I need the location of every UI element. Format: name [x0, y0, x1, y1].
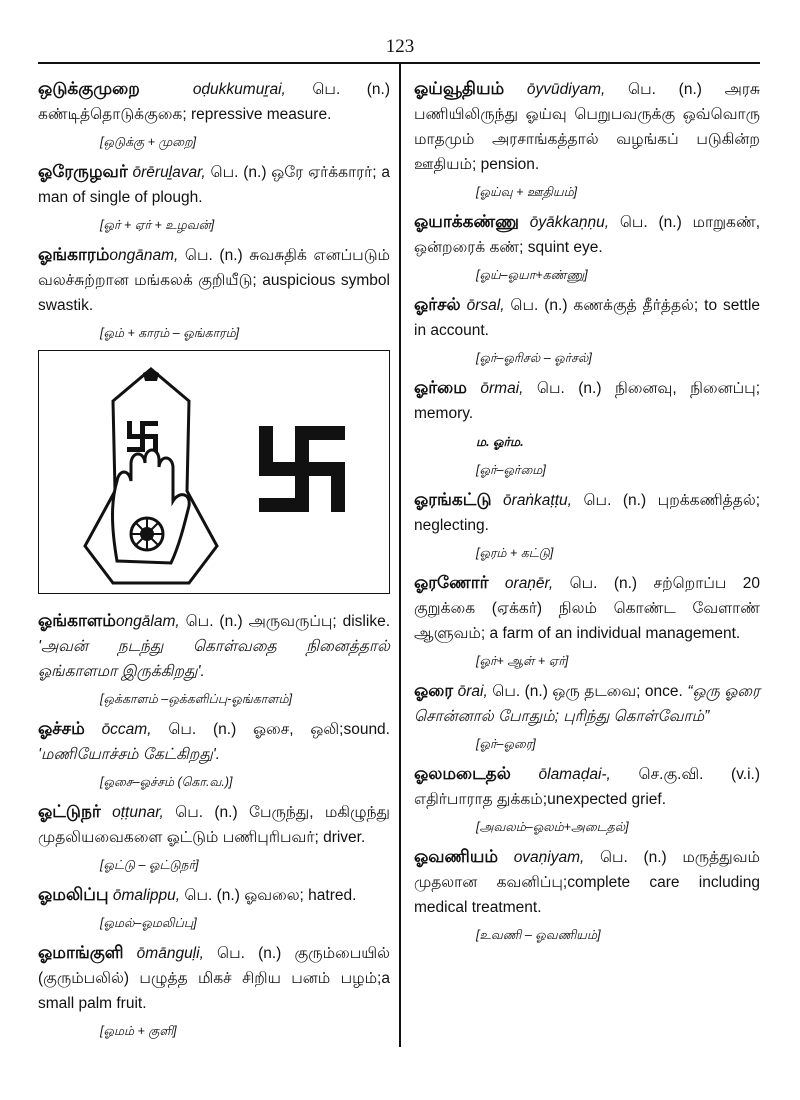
- part-of-speech: பெ. (n.): [628, 81, 702, 98]
- etymology: [ஓய்வு + ஊதியம்]: [476, 185, 578, 199]
- headword: ஓங்காரம்: [38, 245, 110, 264]
- headword: ஓரேருழவர்: [38, 162, 128, 181]
- etymology: [ஓம் + காரம் – ஓங்காரம்]: [100, 326, 240, 340]
- transliteration: ongānam,: [109, 247, 179, 264]
- part-of-speech: பெ. (n.): [184, 247, 243, 264]
- transliteration: ōccam,: [101, 721, 152, 738]
- dictionary-entry: [414, 375, 760, 479]
- dictionary-entry: [38, 76, 390, 151]
- part-of-speech: பெ. (n.): [569, 575, 638, 592]
- headword: ஓமலிப்பு: [38, 885, 109, 904]
- etymology: [ஓட்டு – ஓட்டுநர்]: [100, 858, 199, 872]
- part-of-speech: செ.கு.வி. (v.i.): [638, 766, 761, 783]
- transliteration: ongālam,: [115, 613, 180, 630]
- transliteration: ōlamaḍai-,: [538, 766, 611, 783]
- headword: ஓரங்கட்டு: [414, 490, 492, 509]
- etymology: [ஒக்காளம் –ஒக்களிப்பு-ஓங்காளம்]: [100, 692, 293, 706]
- transliteration: ōrai,: [457, 683, 488, 700]
- etymology: [ஒடுக்கு + முறை]: [100, 135, 197, 149]
- definition: ஓவலை; hatred.: [244, 887, 357, 904]
- dictionary-entry: [414, 678, 760, 753]
- dictionary-entry: [38, 242, 390, 342]
- definition: மாறுகண், ஒன்றரைக் கண்; squint eye.: [414, 214, 761, 256]
- etymology: [ஓர்–ஓர்மை]: [476, 463, 546, 477]
- definition: பேருந்து, மகிழுந்து முதலியவைகளை ஓட்டும் பணிபுரிபவர்; driver.: [38, 804, 390, 846]
- definition: ஒரு தடவை; once.: [552, 683, 683, 700]
- part-of-speech: பெ. (n.): [312, 81, 390, 98]
- part-of-speech: பெ. (n.): [185, 613, 243, 630]
- dictionary-entry: [38, 799, 390, 874]
- transliteration: ōmalippu,: [112, 887, 181, 904]
- transliteration: oṭṭunar,: [112, 804, 164, 821]
- transliteration: ōraṅkaṭṭu,: [503, 492, 572, 509]
- transliteration: ōrmai,: [480, 380, 524, 397]
- part-of-speech: பெ. (n.): [583, 492, 647, 509]
- definition: அருவருப்பு; dislike.: [248, 613, 390, 630]
- definition: கணக்குத் தீர்த்தல்; to settle in account.: [414, 297, 761, 339]
- headword: ஓர்சல்: [414, 295, 461, 314]
- etymology: [ஓமம் + குளி]: [100, 1024, 177, 1038]
- etymology: [ஓரம் + கட்டு]: [476, 546, 554, 560]
- headword: ஓரணோர்: [414, 573, 489, 592]
- dictionary-entry: [38, 159, 390, 234]
- etymology: [ஓர்–ஓரை]: [476, 737, 536, 751]
- part-of-speech: பெ. (n.): [175, 804, 238, 821]
- headword: ஓச்சம்: [38, 719, 85, 738]
- dictionary-entry: [38, 716, 390, 791]
- part-of-speech: பெ. (n.): [210, 164, 267, 181]
- page-number: 123: [385, 36, 415, 57]
- definition: நினைவு, நினைப்பு; memory.: [414, 380, 760, 422]
- transliteration: ōyvūdiyam,: [526, 81, 606, 98]
- etymology: [அவலம்–ஓலம்+அடைதல்]: [476, 820, 629, 834]
- dictionary-entry: [414, 292, 760, 367]
- headword: ஓர்மை: [414, 378, 467, 397]
- dictionary-entry: [414, 76, 760, 201]
- definition: சுவசுதிக் எனப்படும் வலச்சுற்றான மங்கலக் குறியீடு; auspicious symbol swastik.: [38, 247, 391, 314]
- dictionary-entry: [414, 761, 760, 836]
- right-column: [414, 76, 760, 952]
- etymology: [ஓர்–ஓரிசல் – ஓர்சல்]: [476, 351, 592, 365]
- transliteration: oḍukkumuṟai,: [192, 81, 286, 98]
- usage-example: 'மணியோச்சம் கேட்கிறது'.: [38, 746, 221, 763]
- column-divider: [399, 62, 401, 1047]
- part-of-speech: பெ. (n.): [184, 887, 240, 904]
- etymology: [உவணி – ஓவணியம்]: [476, 928, 601, 942]
- definition: அரசு பணியிலிருந்து ஓய்வு பெறுபவருக்கு ஒவ்வொரு மாதமும் அரசாங்கத்தால் வழங்கப் படுகின்ற ஊதியம்; pension.: [414, 81, 760, 173]
- etymology: [ஓர்+ ஆள் + ஏர்]: [476, 654, 569, 668]
- headword: ஓமாங்குளி: [38, 943, 124, 962]
- definition: புறக்கணித்தல்; neglecting.: [414, 492, 761, 534]
- dictionary-entry: [38, 608, 390, 708]
- swastika-image: [39, 351, 389, 593]
- usage-example: “ஒரு ஓரை சொன்னால் போதும்; புரிந்து கொள்வோம்”: [414, 683, 761, 725]
- transliteration: ōrsal,: [466, 297, 505, 314]
- dictionary-entry: [414, 570, 760, 670]
- headword: ஓவணியம்: [414, 847, 499, 866]
- part-of-speech: பெ. (n.): [599, 849, 667, 866]
- headword: ஒடுக்குமுறை: [38, 79, 140, 98]
- definition: ஓசை, ஒலி;sound.: [253, 721, 390, 738]
- usage-example: 'அவன் நடந்து கொள்வதை நினைத்தால் ஓங்காளமா இருக்கிறது'.: [38, 638, 390, 680]
- headword: ஓங்காளம்: [38, 611, 116, 630]
- dictionary-entry: [38, 882, 390, 932]
- etymology: [ஓர் + ஏர் + உழவன்]: [100, 218, 215, 232]
- cognate-note: ம. ஓர்ம.: [476, 435, 524, 449]
- part-of-speech: பெ. (n.): [492, 683, 548, 700]
- headword: ஓயாக்கண்ணு: [414, 212, 519, 231]
- transliteration: ōmānguḷi,: [136, 945, 204, 962]
- part-of-speech: பெ. (n.): [168, 721, 237, 738]
- swastika-illustration: [38, 350, 390, 594]
- part-of-speech: பெ. (n.): [510, 297, 568, 314]
- headword: ஓலமடைதல்: [414, 764, 511, 783]
- definition: கண்டித்தொடுக்குகை; repressive measure.: [38, 106, 332, 123]
- left-column: [38, 76, 390, 1048]
- transliteration: ovaṇiyam,: [513, 849, 585, 866]
- dictionary-entry: [38, 940, 390, 1040]
- dictionary-entry: [414, 487, 760, 562]
- definition: மருத்துவம் முதலான கவனிப்பு;complete care including medical treatment.: [414, 849, 761, 916]
- definition: எதிர்பாராத துக்கம்;unexpected grief.: [414, 791, 666, 808]
- definition: குரும்பையில் (குரும்பலில்) பழுத்த மிகச் சிறிய பனம் பழம்;a small palm fruit.: [38, 945, 391, 1012]
- etymology: [ஓமல்–ஓமலிப்பு]: [100, 916, 197, 930]
- definition: ஒரே ஏர்க்காரர்; a man of single of plough.: [38, 164, 390, 206]
- part-of-speech: பெ. (n.): [217, 945, 282, 962]
- part-of-speech: பெ. (n.): [619, 214, 682, 231]
- part-of-speech: பெ. (n.): [536, 380, 602, 397]
- headword: ஓட்டுநர்: [38, 802, 101, 821]
- dictionary-entry: [414, 844, 760, 944]
- etymology: [ஓய்–ஓயா+கண்ணு]: [476, 268, 588, 282]
- headword: ஓய்வூதியம்: [414, 79, 505, 98]
- transliteration: ōyākkaṇṇu,: [529, 214, 610, 231]
- etymology: [ஓசை–ஓச்சம் (கொ.வ.)]: [100, 775, 233, 789]
- dictionary-entry: [414, 209, 760, 284]
- headword: ஓரை: [414, 681, 454, 700]
- transliteration: oraṇēr,: [504, 575, 554, 592]
- transliteration: ōrēruḻavar,: [132, 164, 206, 181]
- definition: சற்றொப்ப 20 குறுக்கை (ஏக்கர்) நிலம் கொண்ட வேளாண் ஆளுவம்; a farm of an individual management.: [414, 575, 761, 642]
